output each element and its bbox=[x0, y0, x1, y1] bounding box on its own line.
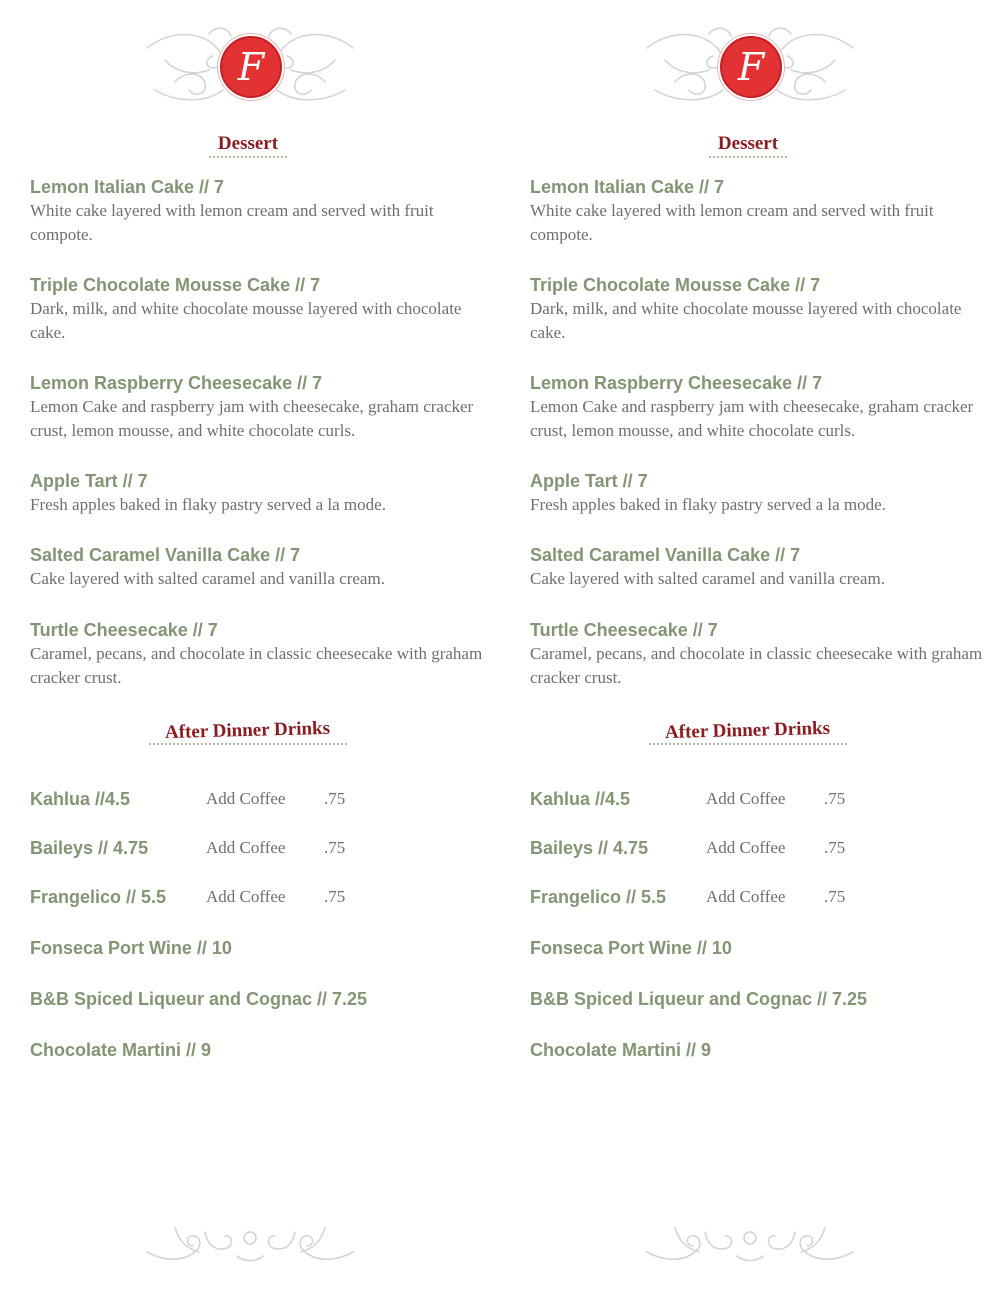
drink-item bbox=[530, 1038, 990, 1062]
dessert-name: Lemon Raspberry Cheesecake // 7 bbox=[30, 373, 323, 393]
drink-addon-price: .75 bbox=[824, 887, 846, 906]
dessert-description: Caramel, pecans, and chocolate in classic cheesecake with graham cracker crust. bbox=[30, 644, 483, 687]
dessert-name: Turtle Cheesecake // 7 bbox=[530, 620, 718, 640]
dessert-heading-text: Dessert bbox=[217, 133, 279, 154]
dessert-item bbox=[530, 273, 990, 345]
drink-addon-price: .75 bbox=[824, 789, 846, 808]
drink-addon: Add Coffee bbox=[706, 887, 786, 906]
drink-addon-price: .75 bbox=[324, 887, 346, 906]
drink-item bbox=[530, 787, 990, 811]
drink-name: B&B Spiced Liqueur and Cognac // 7.25 bbox=[30, 989, 368, 1009]
drink-addon-price: .75 bbox=[824, 838, 846, 857]
dessert-name: Turtle Cheesecake // 7 bbox=[30, 620, 218, 640]
drink-item bbox=[530, 987, 990, 1011]
heading-underline bbox=[709, 156, 787, 158]
drink-name: Chocolate Martini // 9 bbox=[530, 1040, 712, 1060]
dessert-name: Lemon Raspberry Cheesecake // 7 bbox=[530, 373, 823, 393]
logo-letter: F bbox=[737, 45, 765, 89]
dessert-description: Cake layered with salted caramel and vanilla cream. bbox=[530, 569, 885, 588]
drink-item bbox=[30, 885, 490, 909]
dessert-description: Cake layered with salted caramel and vanilla cream. bbox=[30, 569, 385, 588]
dessert-item bbox=[530, 469, 990, 517]
drink-item bbox=[30, 787, 490, 811]
dessert-description: Lemon Cake and raspberry jam with cheesecake, graham cracker crust, lemon mousse, and white chocolate curls. bbox=[530, 397, 974, 440]
logo-badge bbox=[720, 36, 782, 98]
dessert-name: Apple Tart // 7 bbox=[530, 471, 648, 491]
drink-item bbox=[30, 1038, 490, 1062]
drink-addon-price: .75 bbox=[324, 789, 346, 808]
dessert-description: Lemon Cake and raspberry jam with cheesecake, graham cracker crust, lemon mousse, and white chocolate curls. bbox=[30, 397, 474, 440]
drink-name: Frangelico // 5.5 bbox=[30, 887, 167, 907]
dessert-item bbox=[30, 273, 490, 345]
dessert-name: Triple Chocolate Mousse Cake // 7 bbox=[30, 275, 321, 295]
drink-addon: Add Coffee bbox=[706, 838, 786, 857]
drink-name: B&B Spiced Liqueur and Cognac // 7.25 bbox=[530, 989, 868, 1009]
dessert-description: Caramel, pecans, and chocolate in classic cheesecake with graham cracker crust. bbox=[530, 644, 983, 687]
dessert-item bbox=[30, 469, 490, 517]
drink-name: Frangelico // 5.5 bbox=[530, 887, 667, 907]
drink-item bbox=[530, 885, 990, 909]
dessert-description: Dark, milk, and white chocolate mousse layered with chocolate cake. bbox=[530, 299, 962, 342]
drink-item bbox=[30, 836, 490, 860]
dessert-description: Dark, milk, and white chocolate mousse layered with chocolate cake. bbox=[30, 299, 462, 342]
dessert-heading bbox=[530, 133, 966, 158]
dessert-heading bbox=[30, 133, 466, 158]
drink-name: Baileys // 4.75 bbox=[30, 838, 149, 858]
drinks-heading-text: After Dinner Drinks bbox=[165, 717, 331, 744]
dessert-description: Fresh apples baked in flaky pastry served a la mode. bbox=[30, 495, 386, 514]
dessert-name: Apple Tart // 7 bbox=[30, 471, 148, 491]
drink-name: Baileys // 4.75 bbox=[530, 838, 649, 858]
drink-item bbox=[530, 936, 990, 960]
dessert-item bbox=[30, 543, 490, 591]
drink-name: Kahlua //4.5 bbox=[530, 789, 631, 809]
dessert-item bbox=[530, 543, 990, 591]
logo-badge bbox=[220, 36, 282, 98]
drinks-heading-text: After Dinner Drinks bbox=[665, 717, 831, 744]
drink-addon-price: .75 bbox=[324, 838, 346, 857]
drink-name: Fonseca Port Wine // 10 bbox=[30, 938, 232, 958]
dessert-name: Lemon Italian Cake // 7 bbox=[530, 177, 725, 197]
drink-addon: Add Coffee bbox=[706, 789, 786, 808]
drink-addon: Add Coffee bbox=[206, 789, 286, 808]
drink-addon: Add Coffee bbox=[206, 838, 286, 857]
dessert-item bbox=[530, 371, 990, 443]
dessert-description: Fresh apples baked in flaky pastry served a la mode. bbox=[530, 495, 886, 514]
dessert-item bbox=[530, 618, 990, 690]
dessert-description: White cake layered with lemon cream and served with fruit compote. bbox=[530, 201, 934, 244]
heading-underline bbox=[209, 156, 287, 158]
drink-name: Kahlua //4.5 bbox=[30, 789, 131, 809]
dessert-item bbox=[30, 371, 490, 443]
logo-letter: F bbox=[237, 45, 265, 89]
drink-name: Chocolate Martini // 9 bbox=[30, 1040, 212, 1060]
drink-item bbox=[30, 987, 490, 1011]
dessert-item bbox=[30, 618, 490, 690]
drink-item bbox=[530, 836, 990, 860]
dessert-name: Lemon Italian Cake // 7 bbox=[30, 177, 225, 197]
drinks-heading bbox=[530, 717, 966, 745]
dessert-name: Salted Caramel Vanilla Cake // 7 bbox=[30, 545, 301, 565]
dessert-item bbox=[30, 175, 490, 247]
drink-addon: Add Coffee bbox=[206, 887, 286, 906]
dessert-name: Salted Caramel Vanilla Cake // 7 bbox=[530, 545, 801, 565]
dessert-name: Triple Chocolate Mousse Cake // 7 bbox=[530, 275, 821, 295]
dessert-heading-text: Dessert bbox=[717, 133, 779, 154]
menu-column-right bbox=[530, 0, 990, 1294]
drink-item bbox=[30, 936, 490, 960]
drinks-heading bbox=[30, 717, 466, 745]
dessert-item bbox=[530, 175, 990, 247]
flourish-bottom-icon bbox=[145, 1222, 355, 1266]
dessert-description: White cake layered with lemon cream and served with fruit compote. bbox=[30, 201, 434, 244]
menu-column-left bbox=[30, 0, 490, 1294]
flourish-bottom-icon bbox=[645, 1222, 855, 1266]
drink-name: Fonseca Port Wine // 10 bbox=[530, 938, 732, 958]
